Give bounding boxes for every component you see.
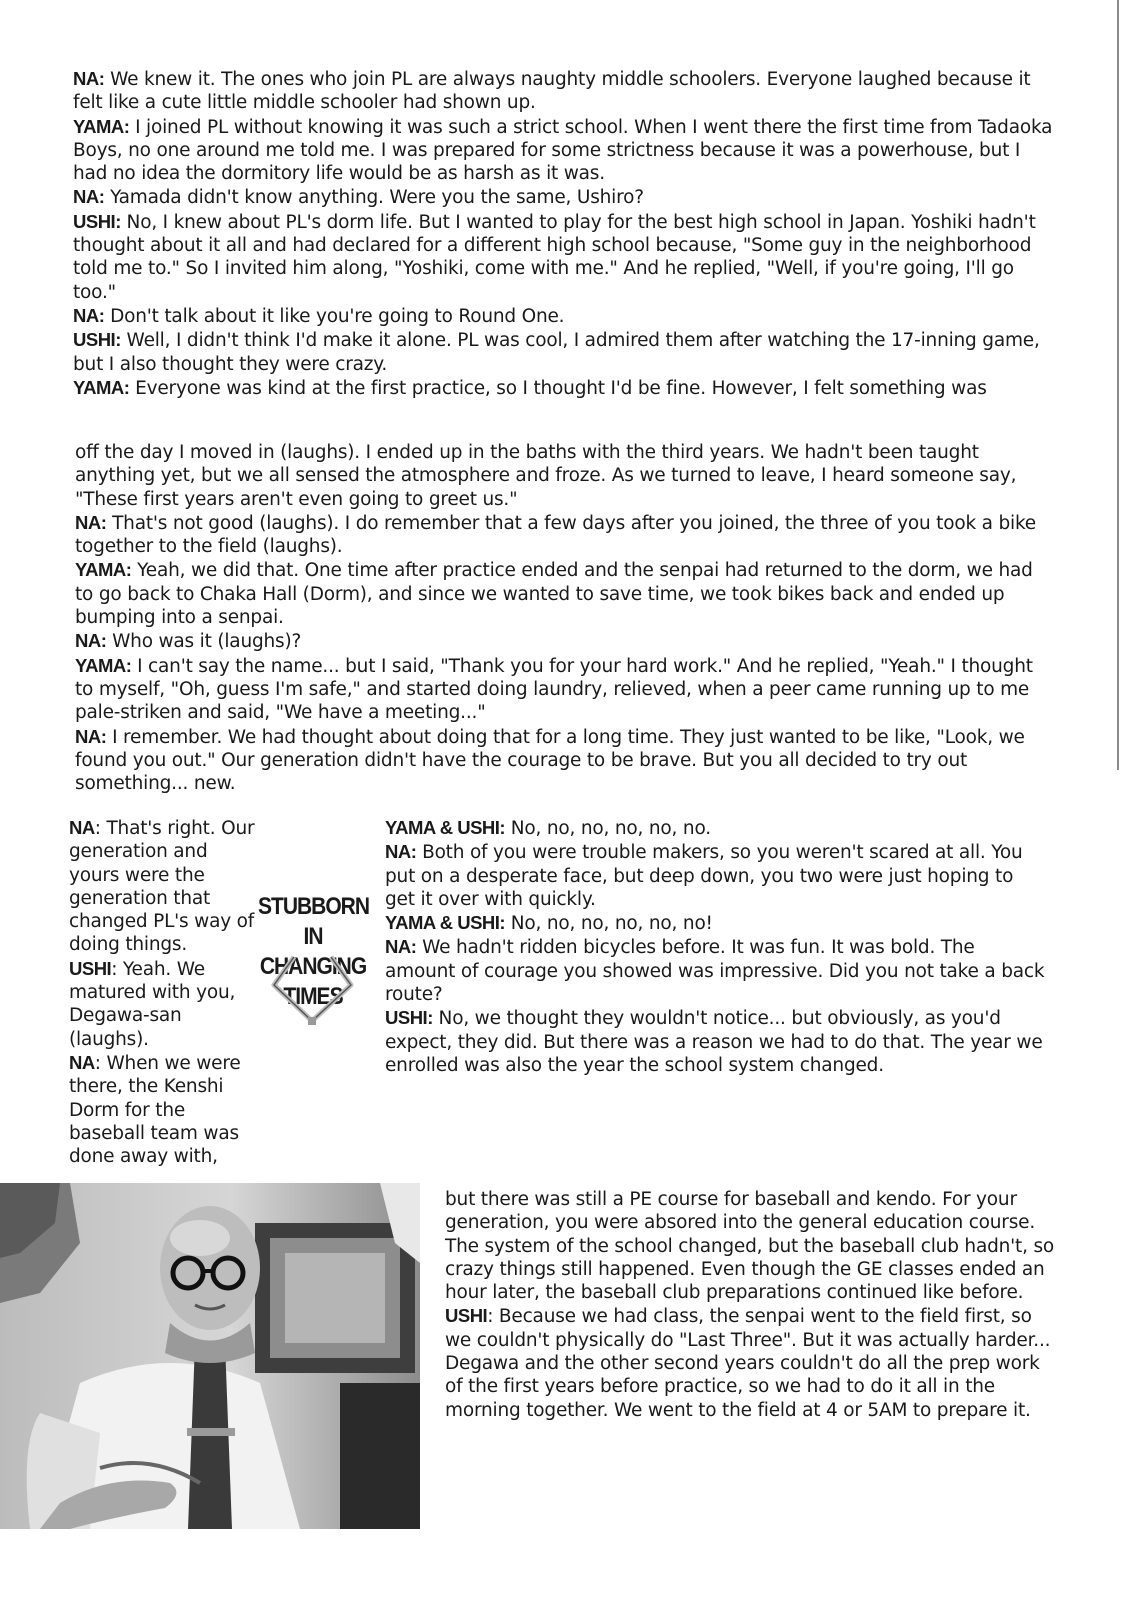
line-text: Well, I didn't think I'd make it alone. PL was cool, I admired them after watching the 17-inning game, but I also thought they were crazy. bbox=[73, 330, 1040, 375]
speaker-label: USHI bbox=[445, 1305, 488, 1327]
baseball-diamond-icon bbox=[270, 947, 355, 1027]
speaker-label: YAMA: bbox=[75, 654, 132, 676]
dialogue-line bbox=[385, 816, 1045, 840]
speaker-label: NA: bbox=[73, 186, 105, 208]
dialogue-line bbox=[69, 1051, 259, 1168]
line-text: Both of you were trouble makers, so you weren't scared at all. You put on a desperate face, but deep down, you two were just hoping to get it over with quickly. bbox=[385, 842, 1023, 910]
dialogue-bottom-column bbox=[445, 1187, 1055, 1422]
dialogue-line bbox=[385, 911, 1045, 935]
line-text: : When we were there, the Kenshi Dorm for the baseball team was done away with, bbox=[69, 1052, 241, 1168]
speaker-label: YAMA: bbox=[75, 559, 132, 581]
page-edge-line bbox=[1117, 0, 1119, 770]
dialogue-line bbox=[445, 1304, 1055, 1421]
line-text: We hadn't ridden bicycles before. It was fun. It was bold. The amount of courage you showed was impressive. Did you not take a back route? bbox=[385, 937, 1045, 1006]
dialogue-line bbox=[73, 67, 1053, 115]
speaker-label: NA: bbox=[73, 68, 105, 89]
line-text: Who was it (laughs)? bbox=[106, 631, 302, 653]
man-in-suit-photo bbox=[0, 1183, 420, 1529]
line-text: : Yeah. We matured with you, Degawa-san (laughs). bbox=[69, 958, 236, 1050]
dialogue-mid bbox=[75, 440, 1055, 795]
dialogue-line bbox=[73, 210, 1053, 304]
section-title-line: IN CHANGING bbox=[259, 923, 367, 980]
dialogue-line bbox=[69, 816, 259, 957]
dialogue-line bbox=[69, 957, 259, 1051]
dialogue-line bbox=[73, 304, 1053, 328]
speaker-label: NA bbox=[69, 817, 95, 838]
dialogue-line bbox=[75, 629, 1055, 653]
dialogue-line bbox=[75, 558, 1055, 629]
speaker-label: USHI: bbox=[73, 329, 121, 351]
dialogue-line bbox=[385, 935, 1045, 1006]
line-text: No, we thought they wouldn't notice... but obviously, as you'd expect, they did. But there was a reason we had to do that. The year we enrolled was also the year the school system changed. bbox=[385, 1008, 1043, 1076]
dialogue-line bbox=[75, 440, 1055, 511]
dialogue-line bbox=[75, 511, 1055, 559]
dialogue-line bbox=[75, 654, 1055, 725]
dialogue-line bbox=[73, 376, 1053, 400]
dialogue-right-column bbox=[385, 816, 1045, 1077]
dialogue-line bbox=[73, 328, 1053, 376]
dialogue-line bbox=[73, 115, 1053, 186]
speaker-label: NA: bbox=[385, 841, 417, 863]
speaker-label: YAMA & USHI: bbox=[385, 912, 506, 934]
dialogue-line bbox=[73, 185, 1053, 209]
line-text: We knew it. The ones who join PL are always naughty middle schoolers. Everyone laughed because it felt like a cute little middle schooler had shown up. bbox=[73, 69, 1031, 114]
line-text: off the day I moved in (laughs). I ended up in the baths with the third years. We hadn't been taught anything yet, but we all sensed the atmosphere and froze. As we turned to leave, I heard someone say, "These first years aren't even going to greet us." bbox=[75, 442, 1017, 510]
line-text: No, no, no, no, no, no! bbox=[505, 913, 713, 935]
speaker-label: NA: bbox=[385, 936, 417, 958]
speaker-label: NA: bbox=[75, 511, 107, 533]
dialogue-top bbox=[73, 67, 1053, 400]
line-text: but there was still a PE course for baseball and kendo. For your generation, you were absored into the general education course. The system of the school changed, but the baseball club hadn't, so crazy things still happened. Even though the GE classes ended an hour later, the baseball club preparations continued like before. bbox=[445, 1189, 1055, 1304]
dialogue-line bbox=[385, 840, 1045, 911]
line-text: That's not good (laughs). I do remember that a few days after you joined, the three of you took a bike together to the field (laughs). bbox=[75, 512, 1036, 558]
line-text: : That's right. Our generation and yours were the generation that changed PL's way of doing things. bbox=[69, 818, 255, 956]
section-title-line: TIMES bbox=[283, 983, 343, 1010]
dialogue-line bbox=[385, 1006, 1045, 1077]
interview-photo bbox=[0, 1183, 420, 1529]
speaker-label: YAMA & USHI: bbox=[385, 817, 506, 838]
line-text: Don't talk about it like you're going to Round One. bbox=[104, 305, 565, 327]
speaker-label: YAMA: bbox=[73, 376, 130, 398]
line-text: : Because we had class, the senpai went to the field first, so we couldn't physically do "Last Three". But it was actually harder... Degawa and the other second years couldn't do all the prep work of the first years before practice, so we had to do it all in the morning together. We went to the field at 4 or 5AM to prepare it. bbox=[445, 1306, 1051, 1421]
line-text: No, no, no, no, no, no. bbox=[505, 818, 711, 839]
speaker-label: YAMA: bbox=[73, 115, 130, 137]
speaker-label: NA bbox=[69, 1051, 95, 1073]
speaker-label: NA: bbox=[75, 630, 107, 652]
speaker-label: NA: bbox=[75, 725, 107, 747]
line-text: I remember. We had thought about doing that for a long time. They just wanted to be like, "Look, we found you out." Our generation didn't have the courage to be brave. But you all decided to try out something... new. bbox=[75, 726, 1025, 795]
speaker-label: USHI: bbox=[385, 1007, 433, 1029]
speaker-label: USHI bbox=[69, 957, 112, 979]
line-text: Yamada didn't know anything. Were you the same, Ushiro? bbox=[104, 187, 644, 209]
dialogue-left-column bbox=[69, 816, 259, 1168]
line-text: No, I knew about PL's dorm life. But I wanted to play for the best high school in Japan. Yoshiki hadn't thought about it all and had declared for a different high school because, "Some guy in the neighborhood told me to." So I invited him along, "Yoshiki, come with me." And he replied, "Well, if you're going, I'll go too." bbox=[73, 211, 1036, 303]
speaker-label: NA: bbox=[73, 304, 105, 326]
dialogue-line bbox=[445, 1187, 1055, 1304]
line-text: I joined PL without knowing it was such a strict school. When I went there the first time from Tadaoka Boys, no one around me told me. I was prepared for some strictness because it was a powerhouse, but I had no idea the dormitory life would be as harsh as it was. bbox=[73, 116, 1053, 185]
section-title-line: STUBBORN bbox=[258, 893, 369, 920]
dialogue-line bbox=[75, 725, 1055, 796]
speaker-label: USHI: bbox=[73, 210, 121, 232]
line-text: I can't say the name... but I said, "Thank you for your hard work." And he replied, "Yeah." I thought to myself, "Oh, guess I'm safe," and started doing laundry, relieved, when a peer came running up to me pale-striken and said, "We have a meeting..." bbox=[75, 655, 1033, 724]
line-text: Yeah, we did that. One time after practice ended and the senpai had returned to the dorm, we had to go back to Chaka Hall (Dorm), and since we wanted to save time, we took bikes back and ended up bumping into a senpai. bbox=[75, 560, 1033, 629]
line-text: Everyone was kind at the first practice, so I thought I'd be fine. However, I felt something was bbox=[129, 377, 987, 399]
